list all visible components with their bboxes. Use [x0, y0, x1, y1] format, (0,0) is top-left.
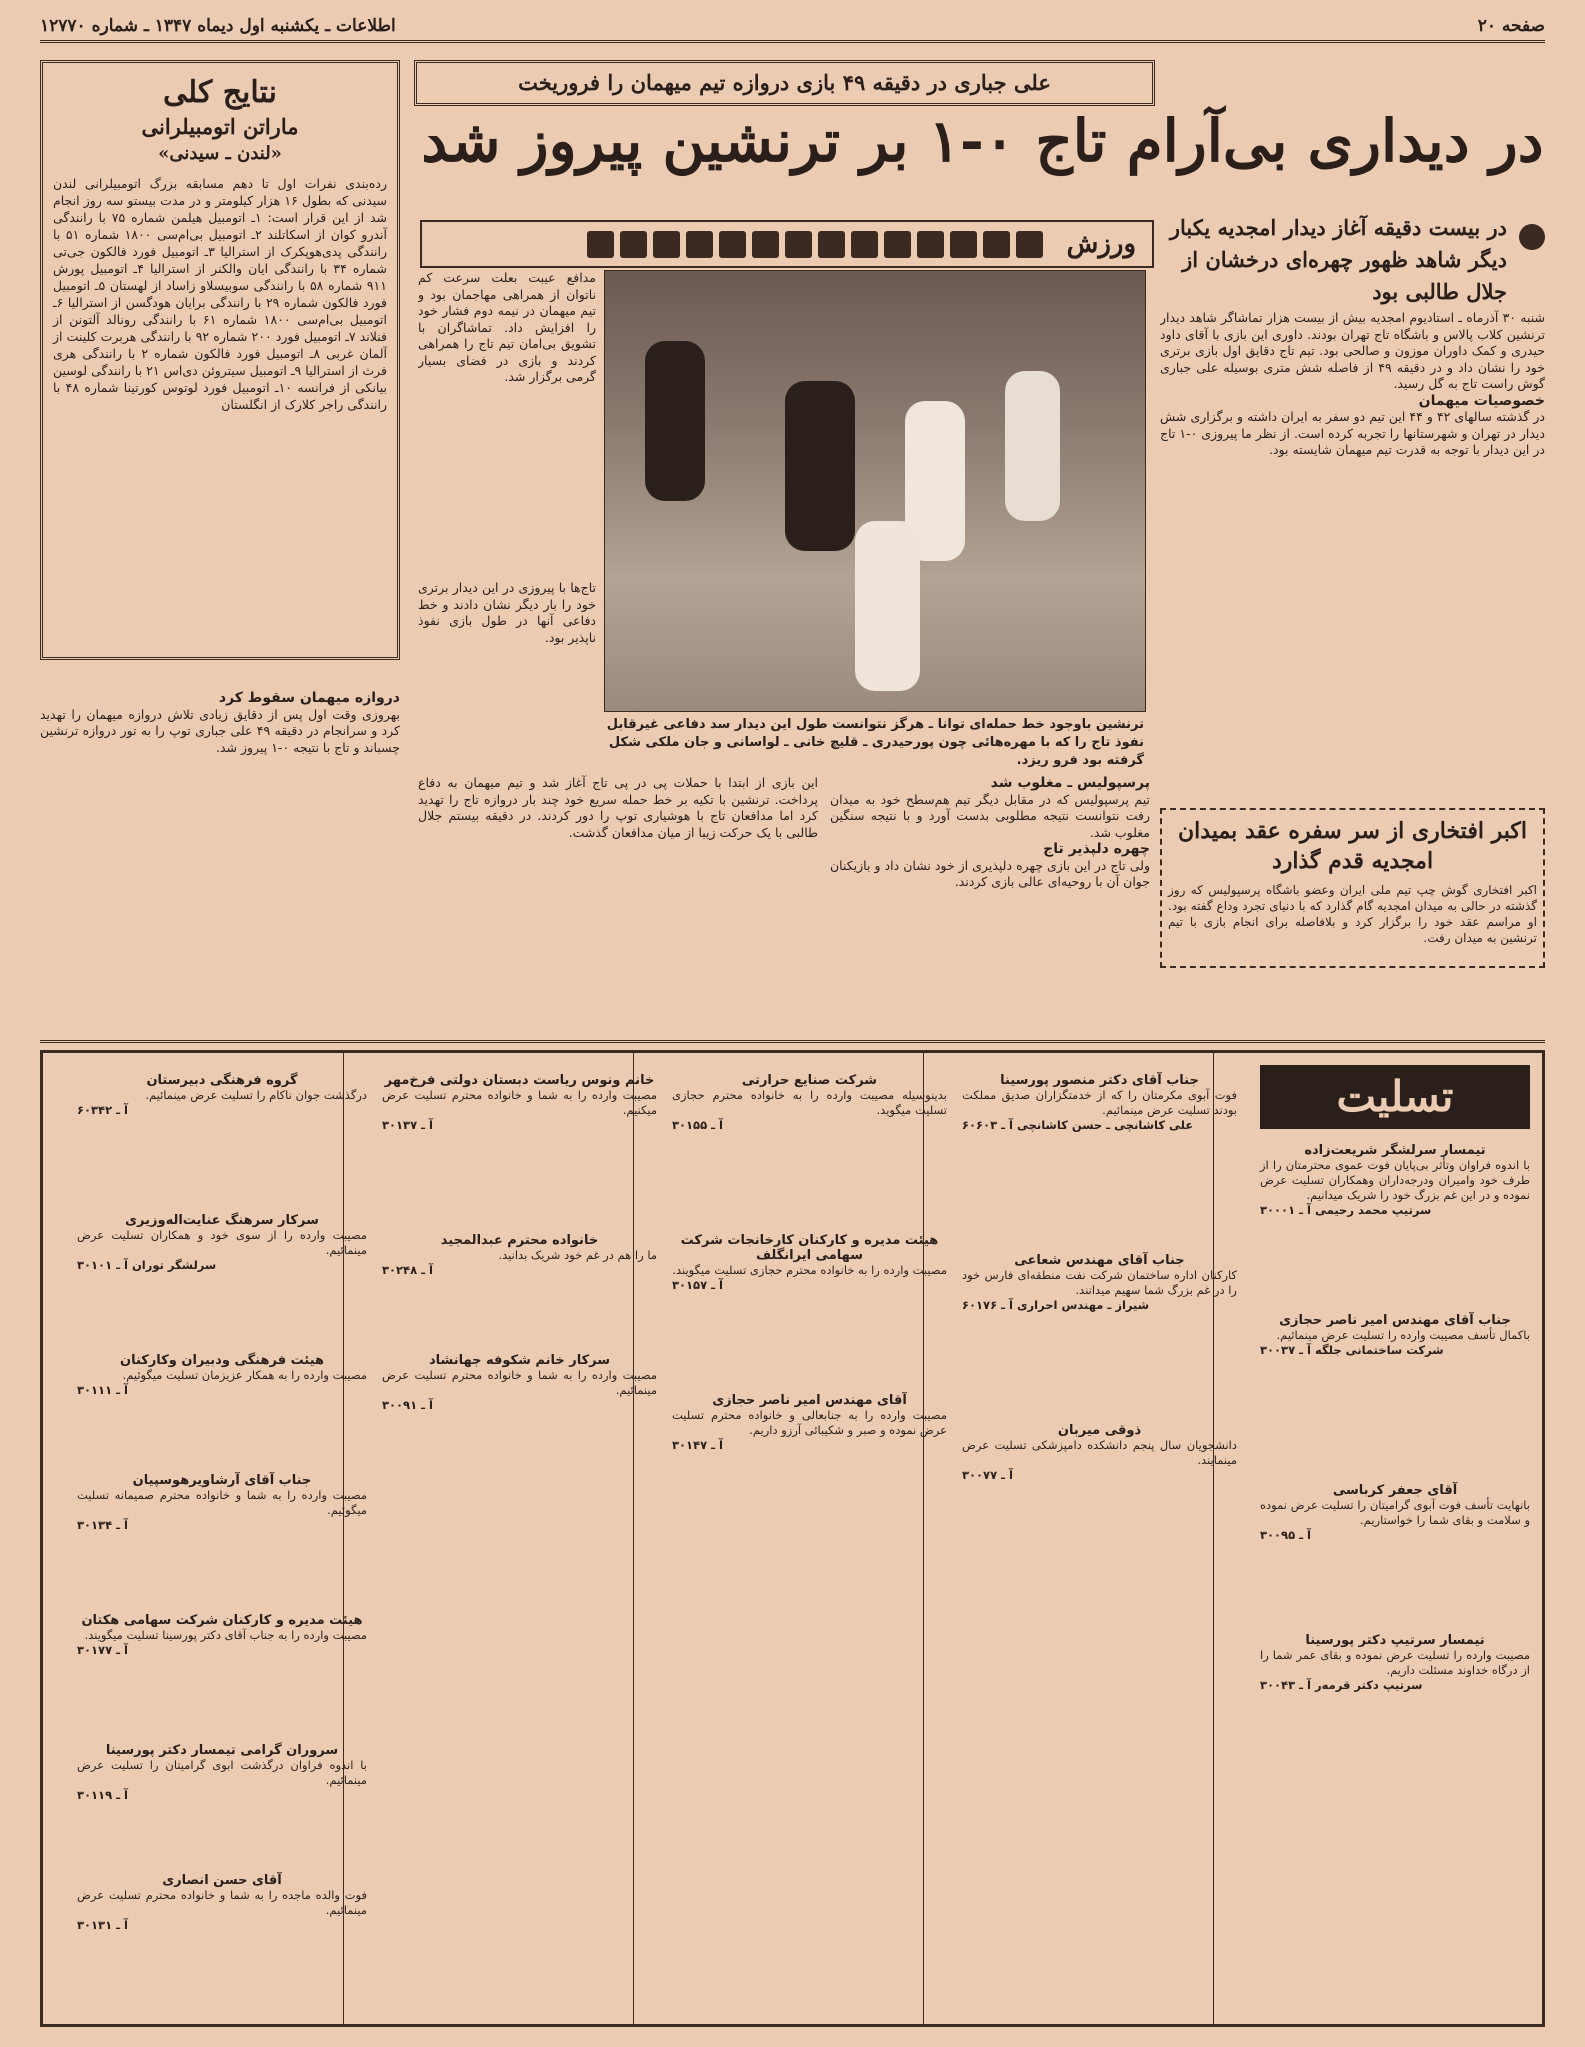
sport-icon	[917, 231, 944, 258]
notice	[77, 1073, 367, 1118]
notice	[1260, 1313, 1530, 1358]
notice-sign: شیراز ـ مهندس احراری آ ـ ۶۰۱۷۶	[962, 1298, 1150, 1312]
section-divider	[40, 1040, 1545, 1047]
notice-body: مصیبت وارده را تسلیت عرض نموده و بقای عمر شما را از درگاه خداوند مسئلت داریم.	[1260, 1648, 1530, 1677]
article-subhead: خصوصیات میهمان	[1418, 392, 1545, 409]
notice-sign: آ ـ ۶۰۳۴۲	[77, 1103, 128, 1117]
sports-icons	[587, 231, 1043, 258]
notice-sign: آ ـ ۳۰۱۱۱	[77, 1383, 128, 1397]
sport-icon	[950, 231, 977, 258]
notice-body: ما را هم در غم خود شریک بدانید.	[498, 1248, 657, 1262]
main-headline: در دیداری بی‌آرام تاج ۰-۱ بر ترنشین پیروز شد	[421, 107, 1544, 175]
sport-icon	[587, 231, 614, 258]
notice-sign: آ ـ ۳۰۰۹۱	[382, 1398, 433, 1412]
player-figure	[785, 381, 855, 551]
bullet-icon	[1519, 224, 1545, 250]
sport-icon	[1016, 231, 1043, 258]
results-body: رده‌بندی نفرات اول تا دهم مسابقه بزرگ اتومبیلرانی لندن سیدنی که بطول ۱۶ هزار کیلومتر و در مدت بیستو سه روز انجام شد از این قرار است: ۱ـ اتومبیل هیلمن شماره ۷۵ با رانندگی آندرو کوان از اسکاتلند ۲ـ اتومبیل بی‌ام‌سی ۱۸۰۰ شماره ۵۱ با رانندگی پدی‌هوپکرک از استرالیا ۳ـ اتومبیل فورد فالکون جی‌تی شماره ۳۴ با رانندگی ایان والکنر از استرالیا ۴ـ اتومبیل پورش ۹۱۱ شماره ۵۸ با رانندگی سوبیسلاو زاساد از لهستان ۵ـ اتومبیل فورد فالکون شماره ۲۹ با رانندگی برایان هودگسن از استرالیا ۶ـ اتومبیل بی‌ام‌سی ۱۸۰۰ شماره ۶۱ با رانندگی رونالد آلتونن از فنلاند ۷ـ اتومبیل فورد ۲۰۰ شماره ۹۲ با رانندگی هربرت کلینت از آلمان غربی ۸ـ اتومبیل فورد فالکون شماره ۲ با رانندگی هری فرث از استرالیا ۹ـ اتومبیل سیتروئن دی‌اس ۲۱ با رانندگی لوسین بیانکی از فرانسه ۱۰ـ اتومبیل فورد لوتوس کورتینا شماره ۴۸ با رانندگی راجر کلارک از انگلستان	[53, 176, 388, 412]
notice	[672, 1073, 947, 1133]
notice-sign: آ ـ ۳۰۱۱۹	[77, 1788, 128, 1802]
notice-head: خانواده محترم عبدالمجید	[440, 1233, 599, 1248]
article-column-3	[418, 270, 596, 570]
notice-sign: علی کاشانچی ـ حسن کاشانچی آ ـ ۶۰۶۰۳	[962, 1118, 1194, 1132]
sport-icon	[719, 231, 746, 258]
page-number: صفحه ۲۰	[1477, 16, 1545, 36]
notice-body: فوت والده ماجده را به شما و خانواده محترم تسلیت عرض مینمائیم.	[77, 1888, 367, 1917]
notice-sign: آ ـ ۳۰۱۷۷	[77, 1643, 128, 1657]
sport-icon	[818, 231, 845, 258]
notice	[77, 1473, 367, 1533]
sport-icon	[851, 231, 878, 258]
article-column-persepolis	[830, 775, 1150, 1035]
notice	[77, 1213, 367, 1273]
sport-icon	[785, 231, 812, 258]
article-text: شنبه ۳۰ آذرماه ـ استادیوم امجدیه بیش از بیست هزار تماشاگر شاهد دیدار ترنشین کلاب پالاس و باشگاه تاج تهران بودند. داوری این بازی با آقای داود حیدری و کمک داوران موزون و صالحی بود. تیم تاج دقایق اول بازی برتری خود را نشان داد و در دقیقه ۴۹ از فاصله شش متری بوسیله علی جباری گوش راست تاج به گل رسید.	[1160, 310, 1545, 391]
column-divider	[1213, 1053, 1214, 2024]
notice-sign: آ ـ ۳۰۱۳۴	[77, 1518, 128, 1532]
notice-head: هیئت مدیره و کارکنان کارخانجات شرکت سهامی ایرانگلف	[680, 1233, 939, 1263]
notice	[962, 1253, 1237, 1313]
notice-head: سرکار سرهنگ عنایت‌اله‌وزیری	[125, 1213, 319, 1228]
sport-icon	[752, 231, 779, 258]
notice-head: هیئت مدیره و کارکنان شرکت سهامی هکتان	[81, 1613, 363, 1628]
notice-body: فوت آبوی مکرمتان را که از خدمتگزاران صدیق مملکت بودند تسلیت عرض مینمائیم.	[962, 1088, 1237, 1117]
notice-sign: سرتیپ محمد رحیمی آ ـ ۳۰۰۰۱	[1260, 1203, 1432, 1217]
notice-sign: آ ـ ۳۰۰۹۵	[1260, 1528, 1311, 1542]
notice	[382, 1073, 657, 1133]
notice-head: جناب آقای آرشاویرهوسپیان	[132, 1473, 312, 1488]
page-header	[40, 14, 1545, 43]
article-text: مدافع عیبت بعلت سرعت کم ناتوان از همراهی مهاجمان بود و تیم میهمان در نیمه دوم فشار خود را افزایش داد. تماشاگران با تشویق بی‌امان تیم تاج را همراهی کردند و بازی در فضای بسیار گرمی برگزار شد.	[418, 270, 596, 384]
notice-body: مصیبت وارده را به همکار عزیزمان تسلیت میگوئیم.	[122, 1368, 367, 1382]
notice-body: درگذشت جوان ناکام را تسلیت عرض مینمائیم.	[145, 1088, 367, 1102]
notice	[77, 1353, 367, 1398]
notice-body: مصیبت وارده را به شما و خانواده محترم تسلیت عرض مینمائیم.	[382, 1368, 657, 1397]
column-divider	[633, 1053, 634, 2024]
notice-sign: آ ـ ۳۰۱۵۷	[672, 1278, 723, 1292]
results-title: نتایج کلی	[163, 75, 277, 110]
player-figure	[1005, 371, 1060, 521]
notice	[77, 1873, 367, 1933]
notice-sign: آ ـ ۳۰۱۴۷	[672, 1438, 723, 1452]
notice	[672, 1233, 947, 1293]
article-column-3b	[418, 580, 596, 780]
article-subhead: دروازه میهمان سقوط کرد	[218, 690, 400, 706]
results-route: «لندن ـ سیدنی»	[158, 143, 282, 164]
results-box	[40, 60, 400, 660]
match-photo	[604, 270, 1146, 712]
article-text: تیم پرسپولیس که در مقابل دیگر تیم هم‌سطح خود به میدان رفت نتوانست نتیجه مطلوبی بدست آورد و با نتیجه سنگین مغلوب شد.	[830, 791, 1150, 840]
sports-section-bar	[420, 220, 1154, 268]
notice	[962, 1423, 1237, 1483]
notice-sign: شرکت ساختمانی جلگه آ ـ ۳۰۰۳۷	[1260, 1343, 1444, 1357]
akbar-headline: اکبر افتخاری از سر سفره عقد بمیدان امجدیه قدم گذارد	[1178, 818, 1527, 874]
condolences-banner: تسلیت	[1260, 1065, 1530, 1129]
notice-head: جناب آقای دکتر منصور پورسینا	[1000, 1073, 1199, 1088]
notice	[962, 1073, 1237, 1133]
notice-body: مصیبت وارده را به جنابعالی و خانواده محترم تسلیت عرض نموده و صبر و شکیبائی آرزو داریم.	[672, 1408, 947, 1437]
notice-body: بدینوسیله مصیبت وارده را به خانواده محترم حجازی تسلیت میگوید.	[672, 1088, 947, 1117]
notice-body: با اندوه فراوان وتأثر بی‌پایان فوت عموی محترمتان را از طرف خود وامیران ودرجه‌داران وهمکاران تسلیت عرض نموده و در این غم بزرگ خود را شریک میدانیم.	[1260, 1158, 1530, 1202]
results-subtitle: ماراتن اتومبیلرانی	[141, 114, 299, 139]
notice-head: آقای مهندس امیر ناصر حجازی	[712, 1393, 907, 1408]
notice-head: جناب آقای مهندس امیر ناصر حجازی	[1279, 1313, 1511, 1328]
notice-sign: آ ـ ۳۰۱۳۱	[77, 1918, 128, 1932]
notice	[1260, 1143, 1530, 1218]
notice-head: هیئت فرهنگی ودبیران وکارکنان	[119, 1353, 325, 1368]
notice-head: آقای حسن انصاری	[162, 1873, 282, 1888]
notice-body: بانهایت تأسف فوت آبوی گرامیتان را تسلیت عرض نموده و سلامت و بقای شما را خواستاریم.	[1260, 1498, 1530, 1527]
article-subhead: چهره دلپذیر تاج	[1043, 841, 1150, 857]
notice-head: ذوقی میربان	[1057, 1423, 1142, 1438]
akbar-box	[1160, 808, 1545, 968]
notice-head: سرکار خانم شکوفه جهانشاد	[428, 1353, 611, 1368]
article-column-goal	[40, 690, 400, 1035]
lead-paragraph	[1155, 212, 1545, 312]
photo-caption: ترنشین باوجود خط حمله‌ای توانا ـ هرگز نتوانست طول این دیدار سد دفاعی غیرقابل نفوذ تاج را که با مهره‌هائی چون پورحیدری ـ قلیچ خانی ـ لواسانی و جان ملکی شکل گرفته بود فرو ریزد.	[606, 717, 1144, 768]
akbar-body: اکبر افتخاری گوش چپ تیم ملی ایران وعضو باشگاه پرسپولیس که روز گذشته در حالی به میدان امجدیه گام گذارد که با دنیای تجرد وداع گفته بود. او مراسم عقد خود را برگزار کرد و بلافاصله برای انجام بازی با تیم ترنشین به میدان رفت.	[1168, 883, 1537, 945]
notice	[382, 1233, 657, 1278]
sub-headline: علی جباری در دقیقه ۴۹ بازی دروازه تیم میهمان را فروریخت	[414, 60, 1155, 106]
notice-sign: سرلشگر توران آ ـ ۳۰۱۰۱	[77, 1258, 217, 1272]
notice-sign: سرتیپ دکتر قرمه‌ر آ ـ ۳۰۰۴۳	[1260, 1678, 1423, 1692]
column-divider	[923, 1053, 924, 2024]
article-text: این بازی از ابتدا با حملات پی در پی تاج آغاز شد و تیم میهمان به دفاع پرداخت. ترنشین با تکیه بر خط حمله سریع خود چند بار دروازه تاج را تهدید کرد اما مدافعان تاج با هوشیاری توپ را دور کردند. در دقیقه بیستم جلال طالبی با یک حرکت زیبا از میان مدافعان گذشت.	[418, 775, 818, 840]
lead-text: در بیست دقیقه آغاز دیدار امجدیه یکبار دیگر شاهد ظهور چهره‌ای درخشان از جلال طالبی بود	[1169, 215, 1507, 304]
article-text: بهروزی وقت اول پس از دقایق زیادی تلاش دروازه میهمان را تهدید کرد و سرانجام در دقیقه ۴۹ علی جباری توپ را به تور دروازه ترنشین چسباند و تاج با نتیجه ۰-۱ پیروز شد.	[40, 706, 400, 755]
article-subhead: پرسپولیس ـ مغلوب شد	[990, 775, 1150, 791]
article-text: در گذشته سالهای ۴۲ و ۴۴ این تیم دو سفر به ایران داشته و برگزاری شش دیدار در تهران و شهرستانها را تجربه کرده است. از نظر ما پیروزی ۰-۱ تاج در این دیدار با توجه به قدرت تیم میهمان شایسته بود.	[1160, 409, 1545, 457]
article-text: تاج‌ها با پیروزی در این دیدار برتری خود را بار دیگر نشان دادند و خط دفاعی آنها در طول بازی نفوذ ناپذیر بود.	[418, 580, 596, 645]
notice-head: جناب آقای مهندس شعاعی	[1014, 1253, 1185, 1268]
article-column-1	[1160, 310, 1545, 800]
notice	[1260, 1483, 1530, 1543]
sport-icon	[686, 231, 713, 258]
notice-sign: آ ـ ۳۰۱۳۷	[382, 1118, 433, 1132]
notice-body: کارکنان اداره ساختمان شرکت نفت منطقه‌ای فارس خود را در غم بزرگ شما سهیم میدانند.	[962, 1268, 1237, 1297]
notice-head: شرکت صنایع حرارتی	[741, 1073, 878, 1088]
notice-body: مصیبت وارده را به شما و خانواده محترم تسلیت عرض میکنیم.	[382, 1088, 657, 1117]
paper-info: اطلاعات ـ یکشنبه اول دیماه ۱۳۴۷ ـ شماره ۱۲۷۷۰	[40, 16, 396, 36]
sport-icon	[884, 231, 911, 258]
notice-body: مصیبت وارده را به شما و خانواده محترم صمیمانه تسلیت میگوئیم.	[77, 1488, 367, 1517]
notice-body: با اندوه فراوان درگذشت ابوی گرامیتان را تسلیت عرض مینمائیم.	[77, 1758, 367, 1787]
sports-section-label: ورزش	[1066, 229, 1136, 259]
notice-head: سروران گرامی تیمسار دکتر پورسینا	[105, 1743, 339, 1758]
notice-head: تیمسار سرتیپ دکتر پورسینا	[1305, 1633, 1485, 1648]
notice-body: مصیبت وارده را از سوی خود و همکاران تسلیت عرض مینمائیم.	[77, 1228, 367, 1257]
article-column-2	[418, 775, 818, 1035]
notice	[672, 1393, 947, 1453]
player-figure	[645, 341, 705, 501]
notice-body: باکمال تأسف مصیبت وارده را تسلیت عرض مینمائیم.	[1276, 1328, 1530, 1342]
notice	[77, 1743, 367, 1803]
notice-head: آقای جعفر کرباسی	[1332, 1483, 1458, 1498]
notice-body: مصیبت وارده را به جناب آقای دکتر پورسینا تسلیت میگویند.	[84, 1628, 367, 1642]
notice-head: تیمسار سرلشگر شریعت‌زاده	[1304, 1143, 1486, 1158]
notice-sign: آ ـ ۳۰۰۷۷	[962, 1468, 1013, 1482]
notice-sign: آ ـ ۳۰۱۵۵	[672, 1118, 723, 1132]
condolences-section	[40, 1050, 1545, 2027]
notice	[1260, 1633, 1530, 1693]
notice-head: خانم ونوس ریاست دبستان دولتی فرخ‌مهر	[384, 1073, 655, 1088]
sport-icon	[983, 231, 1010, 258]
sport-icon	[620, 231, 647, 258]
notice-body: مصیبت وارده را به خانواده محترم حجازی تسلیت میگویند.	[672, 1263, 947, 1277]
notice-sign: آ ـ ۳۰۲۴۸	[382, 1263, 433, 1277]
notice-body: دانشجویان سال پنجم دانشکده دامپزشکی تسلیت عرض مینمایند.	[962, 1438, 1237, 1467]
notice	[77, 1613, 367, 1658]
notice	[382, 1353, 657, 1413]
player-figure	[855, 521, 920, 691]
article-text: ولی تاج در این بازی چهره دلپذیری از خود نشان داد و بازیکنان جوان آن با روحیه‌ای عالی بازی کردند.	[830, 857, 1150, 889]
sport-icon	[653, 231, 680, 258]
notice-head: گروه فرهنگی دبیرستان	[146, 1073, 298, 1088]
